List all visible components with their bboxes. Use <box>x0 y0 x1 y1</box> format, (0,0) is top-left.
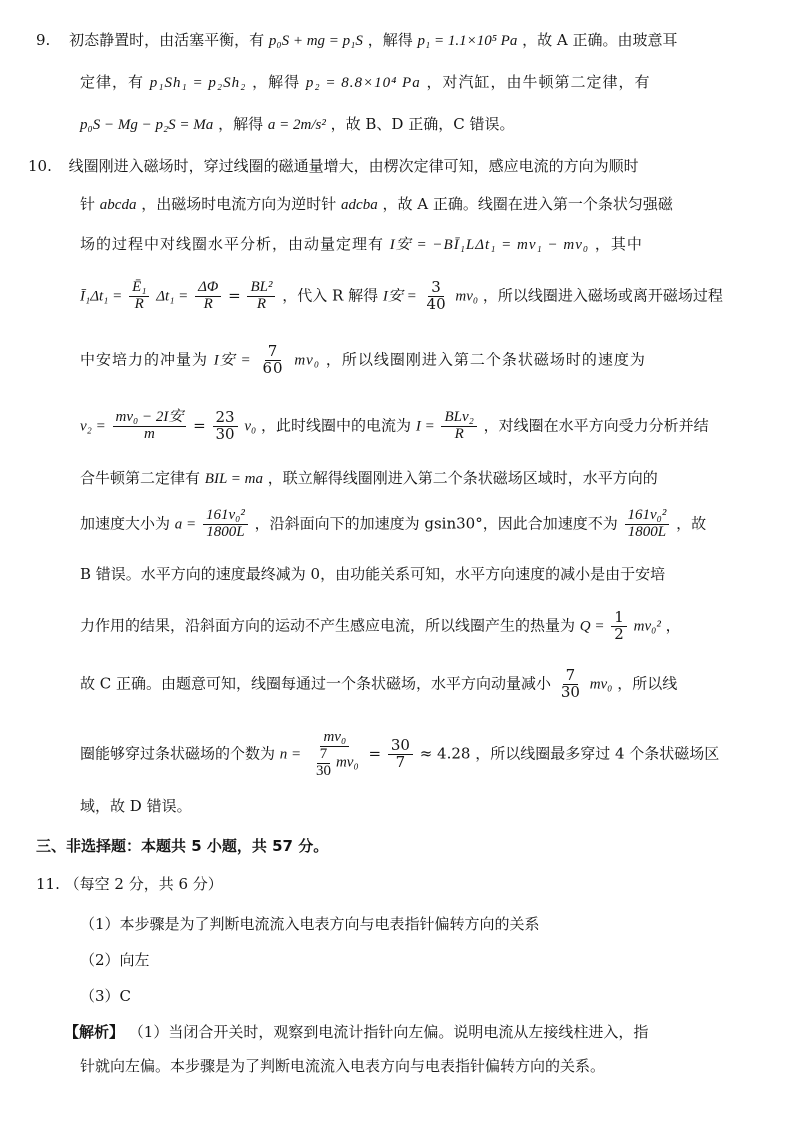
q10-line-5: 中安培力的冲量为 I安 = $\frac{7}{60}$ mv₀ ，所以线圈刚进入第二个条状磁场时的速度为 <box>80 342 646 377</box>
q10-line-9: B 错误。水平方向的速度最终减为 0，由功能关系可知，水平方向速度的减小是由于安培 <box>80 565 666 583</box>
q10-line-4: Ī₁Δt₁ = $\frac{\text{Ē₁}}{R}$ Δt₁ = $\frac{\Delta\Phi}{R}$ = $\frac{\text{BL²}}{R}$ ，代入 R 解得 I安 = $\frac{3}{40}$ mv₀ ，所以线圈进入磁场或离开磁场过程 <box>80 278 723 313</box>
q10-line-3: 场的过程中对线圈水平分析，由动量定理有 I安 = −BĪ₁LΔt₁ = mv₁ − mv₀ ，其中 <box>80 235 643 253</box>
q10-line-8: 加速度大小为 a = $\frac{\text{161v₀²}}{1800L}$ ，沿斜面向下的加速度为 gsin30°，因此合加速度不为 $\frac{\text{161v₀²}}{1800L}$ ，故 <box>80 507 707 540</box>
q11-analysis-line-1: 【解析】 （1）当闭合开关时，观察到电流计指针向左偏。说明电流从左接线柱进入，指 <box>64 1023 649 1041</box>
fraction: $\frac{\text{Ē₁}}{R}$ <box>129 280 149 313</box>
q10-line-13: 域，故 D 错误。 <box>80 797 192 815</box>
q10-number: 10. <box>28 157 52 175</box>
fraction: $\frac{7}{30}$ <box>315 745 331 779</box>
q10-line-1: 10. 线圈刚进入磁场时，穿过线圈的磁通量增大，由楞次定律可知，感应电流的方向为顺时 <box>28 157 639 175</box>
fraction: $\frac{3}{40}$ <box>426 278 446 313</box>
analysis-tag: 【解析】 <box>64 1023 125 1041</box>
fraction: $\frac{7}{30}$ <box>560 666 580 701</box>
fraction: $\frac{23}{30}$ <box>213 410 238 443</box>
fraction: $\frac{\text{BLv₂}}{R}$ <box>441 410 476 443</box>
fraction: $\frac{1}{2}$ <box>611 610 627 643</box>
q9-line-2: 定律，有 p₁Sh₁ = p₂Sh₂ ，解得 p₂ = 8.8×10⁴ Pa ，对汽缸，由牛顿第二定律，有 <box>80 73 651 91</box>
fraction: $\frac{\text{161v₀²}}{1800L}$ <box>625 508 670 541</box>
q11-answer-3: （3）C <box>80 987 132 1005</box>
fraction: $\frac{7}{60}$ <box>262 342 284 377</box>
q9-line-3: p₀S − Mg − p₂S = Ma ，解得 a = 2m/s² ，故 B、D 正确，C 错误。 <box>80 115 515 133</box>
q9-line-1: 9. 初态静置时，由活塞平衡，有 p₀S + mg = p₁S ，解得 p₁ = 1.1×10⁵ Pa ，故 A 正确。由玻意耳 <box>36 31 678 49</box>
fraction: $\frac{\text{BL²}}{R}$ <box>247 280 275 313</box>
q10-line-11: 故 C 正确。由题意可知，线圈每通过一个条状磁场，水平方向动量减小 $\frac{7}{30}$ mv₀ ，所以线 <box>80 666 678 701</box>
q10-line-2: 针 abcda ，出磁场时电流方向为逆时针 adcba ，故 A 正确。线圈在进入第一个条状匀强磁 <box>80 195 673 213</box>
q9-number: 9. <box>36 31 51 49</box>
fraction: $\frac{\Delta\Phi}{R}$ <box>195 280 221 313</box>
fraction: $\frac{\text{mv₀ − 2I安}}{m}$ <box>113 410 187 443</box>
q11-answer-1: （1）本步骤是为了判断电流流入电表方向与电表指针偏转方向的关系 <box>80 915 540 933</box>
q11-analysis-line-2: 针就向左偏。本步骤是为了判断电流流入电表方向与电表指针偏转方向的关系。 <box>80 1057 606 1075</box>
q11-number: 11. <box>36 875 60 893</box>
fraction: $\frac{\text{161v₀²}}{1800L}$ <box>203 508 248 541</box>
q10-line-12: 圈能够穿过条状磁场的个数为 n = mv₀ $\frac{7}{30}$ mv₀ = $\frac{30}{7}$ ≈ 4.28 ，所以线圈最多穿过 4 个条状磁场区 <box>80 729 720 779</box>
q11-answer-2: （2）向左 <box>80 951 150 969</box>
q10-line-10: 力作用的结果，沿斜面方向的运动不产生感应电流，所以线圈产生的热量为 Q = $\frac{1}{2}$ mv₀² ， <box>80 608 681 643</box>
q10-line-7: 合牛顿第二定律有 BIL = ma ，联立解得线圈刚进入第二个条状磁场区域时，水平方向的 <box>80 469 658 487</box>
fraction: mv₀ $\frac{7}{30}$ mv₀ <box>308 730 362 779</box>
fraction: $\frac{30}{7}$ <box>388 738 413 771</box>
q10-line-6: v₂ = $\frac{\text{mv₀ − 2I安}}{m}$ = $\frac{23}{30}$ v₀ ，此时线圈中的电流为 I = $\frac{\text{BLv₂}}{R}$ ，对线圈在水平方向受力分析并结 <box>80 408 709 443</box>
q11-header: 11. （每空 2 分，共 6 分） <box>36 875 223 893</box>
section-three-heading: 三、非选择题：本题共 5 小题，共 57 分。 <box>36 837 329 855</box>
